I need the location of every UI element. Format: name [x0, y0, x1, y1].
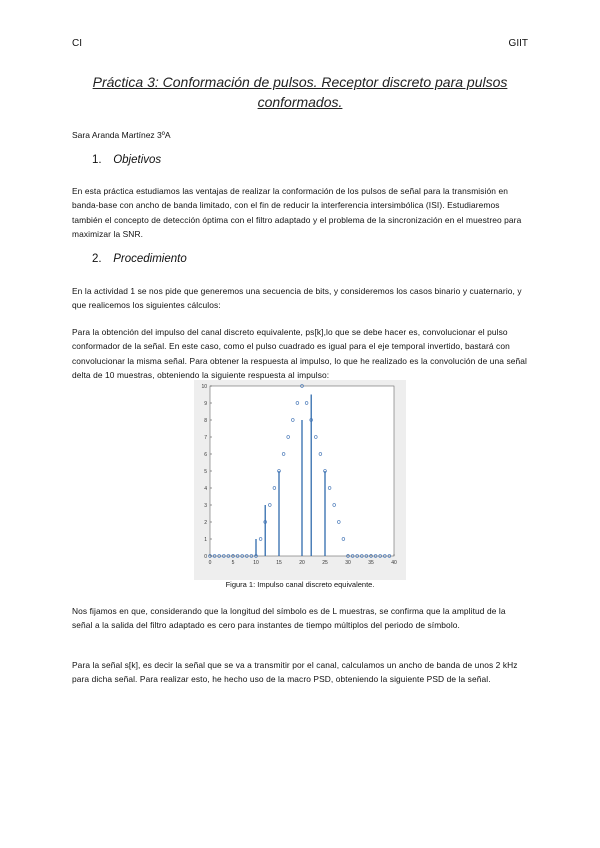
y-tick-label: 2 [204, 519, 207, 526]
author-line: Sara Aranda Martínez 3ºA [72, 130, 171, 140]
y-tick-label: 6 [204, 451, 207, 458]
section-heading-objetivos [92, 154, 161, 166]
x-tick-label: 15 [276, 560, 282, 566]
impulse-response-chart [194, 380, 406, 580]
paragraph-psd: Para la señal s[k], es decir la señal que se va a transmitir por el canal, calculamos un ancho de banda de unos 2 kHz para dicha señal. Para realizar esto, he hecho uso de la macro PSD, obteniendo la siguiente PSD de la señal. [72, 660, 518, 685]
x-tick-label: 30 [345, 560, 351, 566]
section-number: 2. [92, 253, 102, 265]
paragraph-impulso: Para la obtención del impulso del canal discreto equivalente, ps[k],lo que se debe hacer es, convolucionar el pulso conformador de la señal. En este caso, como el pulso cuadrado es igual para el eje temporal invertido, bastará con convolucionar la misma señal. Para obtener la respuesta al impulso, lo que he realizado es la convolución de una señal delta de 10 muestras, obteniendo la siguiente respuesta al impulso: [72, 327, 528, 381]
y-tick-label: 4 [204, 485, 207, 492]
y-tick-label: 10 [201, 383, 207, 390]
y-tick-label: 1 [204, 536, 207, 543]
header-right: GIIT [508, 38, 528, 49]
x-tick-label: 0 [208, 560, 212, 566]
figure-caption: Figura 1: Impulso canal discreto equivalente. [225, 580, 375, 589]
section-title: Objetivos [113, 154, 162, 166]
y-tick-label: 0 [204, 553, 207, 560]
section-title: Procedimiento [113, 253, 187, 265]
document-title: Práctica 3: Conformación de pulsos. Receptor discreto para pulsos conformados. [92, 74, 508, 110]
y-tick-label: 7 [204, 434, 207, 441]
x-tick-label: 5 [231, 560, 235, 566]
x-tick-label: 40 [391, 560, 397, 566]
x-tick-label: 25 [322, 560, 328, 566]
paragraph-objetivos: En esta práctica estudiamos las ventajas de realizar la conformación de los pulsos de señal para la transmisión en banda-base con ancho de banda limitado, con el fin de reducir la interferencia intersimbólica (ISI). Estudiaremos también el concepto de detección óptima con el filtro adaptado y el problema de la sincronización en el muestreo para maximizar la SNR. [72, 186, 522, 240]
x-tick-label: 10 [253, 560, 259, 566]
x-tick-label: 20 [299, 560, 305, 566]
x-tick-label: 35 [368, 560, 374, 566]
impulse-response-figure [194, 380, 406, 580]
paragraph-longitud: Nos fijamos en que, considerando que la longitud del símbolo es de L muestras, se confirma que la amplitud de la señal a la salida del filtro adaptado es cero para instantes de tiempo múltiplos del periodo de símbolo. [72, 606, 506, 631]
y-tick-label: 5 [204, 468, 207, 475]
section-number: 1. [92, 154, 102, 166]
paragraph-actividad: En la actividad 1 se nos pide que generemos una secuencia de bits, y consideremos los casos binario y cuaternario, y que realicemos los siguientes cálculos: [72, 286, 522, 311]
header-left: CI [72, 38, 82, 49]
y-tick-label: 9 [204, 400, 207, 407]
y-tick-label: 3 [204, 502, 207, 509]
y-tick-label: 8 [204, 417, 207, 424]
section-heading-procedimiento [92, 253, 187, 265]
